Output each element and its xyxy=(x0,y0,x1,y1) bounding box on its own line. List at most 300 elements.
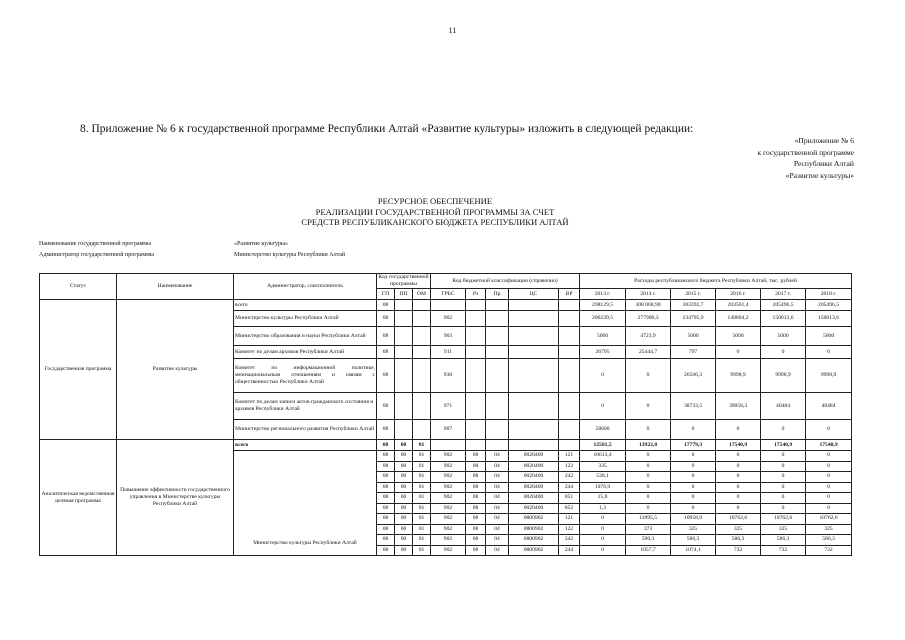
table-cell: 903 xyxy=(431,327,466,346)
table-cell: 586,3 xyxy=(806,535,852,546)
table-cell: 17540,9 xyxy=(761,440,806,451)
header-sub-column: ГРБС xyxy=(431,289,466,300)
table-cell: 732 xyxy=(761,545,806,556)
table-cell xyxy=(486,300,509,311)
table-cell: 0800902 xyxy=(509,545,559,556)
table-cell: 1057,7 xyxy=(626,545,671,556)
table-cell: 205496,5 xyxy=(761,300,806,311)
header-sub-column: ОМ xyxy=(413,289,431,300)
table-cell: 10613,4 xyxy=(580,451,626,462)
table-cell: Министерство культуры Республики Алтай xyxy=(234,311,377,327)
table-cell: 303392,7 xyxy=(671,300,716,311)
table-cell: 797 xyxy=(671,346,716,359)
table-cell: 01 xyxy=(413,524,431,535)
table-cell: 08 xyxy=(466,451,486,462)
annex-line: Республики Алтай xyxy=(793,159,854,168)
table-cell xyxy=(486,440,509,451)
table-cell: 08 xyxy=(377,440,395,451)
table-cell: 0 xyxy=(806,346,852,359)
name-cell: Повышение эффективности государственного управления в Министерстве культуры Республики Алтай xyxy=(117,440,234,556)
table-cell: 0020400 xyxy=(509,503,559,514)
table-cell: 08 xyxy=(377,461,395,472)
table-cell: 08 xyxy=(466,545,486,556)
table-cell: 586,3 xyxy=(671,535,716,546)
table-cell: 58600 xyxy=(580,420,626,440)
table-cell: 00 xyxy=(395,545,413,556)
table-cell: всего xyxy=(234,440,377,451)
table-cell: 851 xyxy=(559,493,580,504)
program-admin-label: Администратор государственной программы xyxy=(39,252,154,258)
table-cell: 0 xyxy=(761,346,806,359)
table-cell xyxy=(559,300,580,311)
table-cell xyxy=(466,359,486,393)
table-cell xyxy=(413,327,431,346)
table-cell: 00 xyxy=(395,482,413,493)
table-total-row xyxy=(40,440,852,451)
table-cell: 732 xyxy=(806,545,852,556)
table-cell: 26795 xyxy=(580,346,626,359)
table-cell: 122 xyxy=(559,524,580,535)
table-cell: 0 xyxy=(761,503,806,514)
table-cell: 08 xyxy=(377,346,395,359)
table-cell: 0 xyxy=(626,472,671,483)
table-cell: 04 xyxy=(486,524,509,535)
header-program-code: Код государственной программы xyxy=(378,274,429,287)
table-cell: 08 xyxy=(377,503,395,514)
table-cell: 0 xyxy=(626,393,671,420)
table-cell xyxy=(466,346,486,359)
table-cell: 08 xyxy=(466,461,486,472)
table-cell xyxy=(395,300,413,311)
table-cell xyxy=(466,393,486,420)
table-cell: 26566,3 xyxy=(671,359,716,393)
table-cell: 9998,9 xyxy=(806,359,852,393)
table-cell: 586,3 xyxy=(761,535,806,546)
table-cell: 08 xyxy=(377,327,395,346)
table-cell: 902 xyxy=(431,472,466,483)
table-cell: 0 xyxy=(671,461,716,472)
table-cell: Комитет по делам записи актов гражданского состояния и архивов Республики Алтай xyxy=(234,393,377,420)
table-cell: 0020400 xyxy=(509,472,559,483)
header-sub-column: ГП xyxy=(377,289,395,300)
table-cell: 242 xyxy=(559,535,580,546)
table-cell: 08 xyxy=(377,300,395,311)
table-cell: 902 xyxy=(431,311,466,327)
header-budget-code: Код бюджетной классификации (справочно) xyxy=(431,274,580,289)
header-sub-column: Рз xyxy=(466,289,486,300)
table-cell: 38733,5 xyxy=(671,393,716,420)
table-cell: 0 xyxy=(806,472,852,483)
table-cell: 0 xyxy=(580,535,626,546)
table-cell: 01 xyxy=(413,440,431,451)
document-title xyxy=(200,196,670,228)
table-cell: 902 xyxy=(431,535,466,546)
table-cell: 25444,7 xyxy=(626,346,671,359)
table-cell: 0 xyxy=(716,346,761,359)
table-cell: 00 xyxy=(395,472,413,483)
table-cell: 08 xyxy=(377,493,395,504)
header-sub-column: ЦС xyxy=(509,289,559,300)
table-cell: 902 xyxy=(431,451,466,462)
table-cell xyxy=(559,359,580,393)
table-cell: 0 xyxy=(761,451,806,462)
table-cell: 04 xyxy=(486,493,509,504)
table-cell: 08 xyxy=(377,451,395,462)
resource-table xyxy=(39,273,852,556)
table-cell: 205496,5 xyxy=(806,300,852,311)
table-cell: 08 xyxy=(466,524,486,535)
table-cell: 0 xyxy=(716,493,761,504)
table-cell: 01 xyxy=(413,461,431,472)
table-cell: 5000 xyxy=(806,327,852,346)
header-sub-column: ВР xyxy=(559,289,580,300)
table-cell: 08 xyxy=(377,514,395,525)
admin-cell: Министерство культуры Республики Алтай xyxy=(234,451,377,556)
table-cell: 852 xyxy=(559,503,580,514)
table-cell: 10958,9 xyxy=(671,514,716,525)
program-name-row xyxy=(39,241,288,247)
table-cell: 01 xyxy=(413,493,431,504)
table-cell: 586,3 xyxy=(716,535,761,546)
table-cell: 9998,9 xyxy=(716,359,761,393)
intro-text: 8. Приложение № 6 к государственной программе Республики Алтай «Развитие культуры» изложить в следующей редакции: xyxy=(80,123,694,135)
table-cell: 4723,9 xyxy=(626,327,671,346)
table-cell: 01 xyxy=(413,482,431,493)
table-cell: 1074,1 xyxy=(671,545,716,556)
table-cell: 0 xyxy=(580,359,626,393)
table-cell: 08 xyxy=(466,493,486,504)
table-row xyxy=(40,300,852,311)
table-cell: 08 xyxy=(377,472,395,483)
table-cell: 244 xyxy=(559,545,580,556)
table-cell: Министерство образования и науки Республики Алтай xyxy=(234,327,377,346)
table-cell: 08 xyxy=(466,503,486,514)
table-cell: 5000 xyxy=(716,327,761,346)
table-cell: 08 xyxy=(377,393,395,420)
table-cell xyxy=(431,440,466,451)
table-cell xyxy=(559,327,580,346)
table-cell xyxy=(509,311,559,327)
header-sub-column: 2015 г. xyxy=(671,289,716,300)
title-line: РЕСУРСНОЕ ОБЕСПЕЧЕНИЕ xyxy=(377,196,493,206)
table-cell: 08 xyxy=(377,524,395,535)
table-cell xyxy=(395,359,413,393)
table-cell: 08 xyxy=(466,472,486,483)
table-cell: 0 xyxy=(716,482,761,493)
table-cell: 0 xyxy=(626,420,671,440)
table-cell: 0 xyxy=(580,514,626,525)
header-expenses: Расходы республиканского бюджета Республики Алтай, тыс. рублей xyxy=(580,274,852,289)
table-cell: 234795,9 xyxy=(671,311,716,327)
table-cell: Комитет по информационной политике, межнациональным отношениям и связям с общественностью Республики Алтай xyxy=(234,359,377,393)
table-cell: 149804,2 xyxy=(716,311,761,327)
table-cell: 40484 xyxy=(761,393,806,420)
table-cell: 0 xyxy=(580,524,626,535)
annex-line: «Развитие культуры» xyxy=(785,170,854,180)
table-cell: 04 xyxy=(486,451,509,462)
table-cell: 203561,4 xyxy=(716,300,761,311)
table-cell: 373 xyxy=(626,524,671,535)
table-cell: 01 xyxy=(413,472,431,483)
table-cell: 00 xyxy=(395,514,413,525)
table-cell: 902 xyxy=(431,514,466,525)
title-line: СРЕДСТВ РЕСПУБЛИКАНСКОГО БЮДЖЕТА РЕСПУБЛИКИ АЛТАЙ xyxy=(301,217,569,227)
table-cell xyxy=(395,393,413,420)
table-cell: 04 xyxy=(486,472,509,483)
table-cell: 0 xyxy=(806,451,852,462)
table-cell: 00 xyxy=(395,535,413,546)
table-cell: 150013,6 xyxy=(806,311,852,327)
table-cell: 0800902 xyxy=(509,514,559,525)
table-cell: 08 xyxy=(466,535,486,546)
table-cell: 01 xyxy=(413,503,431,514)
table-cell xyxy=(509,440,559,451)
table-cell xyxy=(486,359,509,393)
program-admin-row xyxy=(39,252,345,258)
table-cell xyxy=(486,346,509,359)
table-cell xyxy=(509,359,559,393)
table-cell: 00 xyxy=(395,524,413,535)
header-sub-column: Пр xyxy=(486,289,509,300)
table-cell xyxy=(466,300,486,311)
table-cell: 0 xyxy=(716,420,761,440)
table-cell: 0 xyxy=(761,493,806,504)
table-cell: 01 xyxy=(413,545,431,556)
table-cell: Министерство регионального развития Республики Алтай xyxy=(234,420,377,440)
annex-line: «Приложение № 6 xyxy=(794,136,854,145)
table-cell: 17540,9 xyxy=(806,440,852,451)
table-cell: 17540,9 xyxy=(716,440,761,451)
table-cell xyxy=(509,420,559,440)
table-cell: 0800902 xyxy=(509,535,559,546)
table-cell: 206239,5 xyxy=(580,311,626,327)
table-cell: 971 xyxy=(431,393,466,420)
table-cell: 902 xyxy=(431,524,466,535)
table-cell xyxy=(466,420,486,440)
table-cell: 0 xyxy=(671,420,716,440)
table-cell: 01 xyxy=(413,535,431,546)
table-cell: 01 xyxy=(413,451,431,462)
table-cell: 08 xyxy=(377,420,395,440)
header-status: Статус xyxy=(40,274,117,300)
page-number: 11 xyxy=(448,26,457,35)
table-cell: 0 xyxy=(716,451,761,462)
table-cell: 325 xyxy=(806,524,852,535)
table-cell xyxy=(486,420,509,440)
table-cell xyxy=(559,311,580,327)
table-cell: 04 xyxy=(486,482,509,493)
table-cell: 121 xyxy=(559,451,580,462)
table-cell xyxy=(466,327,486,346)
table-cell: 0 xyxy=(626,493,671,504)
table-cell: 0 xyxy=(671,451,716,462)
table-cell: 00 xyxy=(395,493,413,504)
table-cell: 0 xyxy=(671,482,716,493)
table-cell: 0 xyxy=(761,472,806,483)
table-cell xyxy=(466,440,486,451)
table-cell: 277900,3 xyxy=(626,311,671,327)
table-cell: 08 xyxy=(377,359,395,393)
table-cell: 902 xyxy=(431,461,466,472)
table-cell: 10762,6 xyxy=(806,514,852,525)
program-name-value: «Развитие культуры» xyxy=(234,241,289,247)
status-cell: Государственная программа xyxy=(40,300,117,440)
header-sub-column: 2018 г. xyxy=(806,289,852,300)
table-cell: 04 xyxy=(486,545,509,556)
table-cell: 0020400 xyxy=(509,493,559,504)
table-cell xyxy=(509,327,559,346)
table-cell xyxy=(486,393,509,420)
table-cell xyxy=(509,300,559,311)
table-cell: 08 xyxy=(377,482,395,493)
table-cell: 0 xyxy=(806,493,852,504)
table-cell: 0 xyxy=(761,461,806,472)
header-sub-column: ПП xyxy=(395,289,413,300)
table-cell: 08 xyxy=(377,535,395,546)
table-cell: 0 xyxy=(580,545,626,556)
table-cell: 0020400 xyxy=(509,482,559,493)
header-sub-column: 2016 г. xyxy=(716,289,761,300)
table-cell: 08 xyxy=(466,482,486,493)
table-cell: 10762,6 xyxy=(716,514,761,525)
name-cell: Развитие культуры xyxy=(117,300,234,440)
table-cell: 0 xyxy=(716,472,761,483)
table-cell: 902 xyxy=(431,503,466,514)
table-cell: Комитет по делам архивов Республики Алтай xyxy=(234,346,377,359)
table-cell: 732 xyxy=(716,545,761,556)
table-cell: 150013,6 xyxy=(761,311,806,327)
table-cell: 0 xyxy=(806,482,852,493)
table-cell: всего xyxy=(234,300,377,311)
table-cell: 12581,5 xyxy=(580,440,626,451)
header-name: Наименование xyxy=(117,274,234,300)
table-cell: 0 xyxy=(671,503,716,514)
table-cell: 11895,5 xyxy=(626,514,671,525)
table-cell: 40484 xyxy=(806,393,852,420)
table-cell: 5000 xyxy=(671,327,716,346)
table-cell xyxy=(413,393,431,420)
table-cell: 930 xyxy=(431,359,466,393)
table-cell: 902 xyxy=(431,493,466,504)
table-cell xyxy=(413,346,431,359)
header-sub-column: 2013 г. xyxy=(580,289,626,300)
table-cell: 08 xyxy=(377,311,395,327)
table-cell xyxy=(559,440,580,451)
annex-line: к государственной программе xyxy=(757,147,854,157)
table-cell: 0 xyxy=(626,503,671,514)
table-cell: 308 068,90 xyxy=(626,300,671,311)
table-cell: 298129,5 xyxy=(580,300,626,311)
table-cell: 244 xyxy=(559,482,580,493)
table-cell: 0800902 xyxy=(509,524,559,535)
table-cell: 0 xyxy=(626,482,671,493)
table-cell: 17779,3 xyxy=(671,440,716,451)
table-cell xyxy=(559,393,580,420)
table-cell: 911 xyxy=(431,346,466,359)
table-cell: 590,3 xyxy=(626,535,671,546)
table-cell: 0 xyxy=(626,461,671,472)
table-cell: 325 xyxy=(716,524,761,535)
program-admin-value: Министерство культуры Республики Алтай xyxy=(234,252,346,258)
table-cell: 04 xyxy=(486,461,509,472)
table-cell xyxy=(431,300,466,311)
table-cell: 0 xyxy=(716,461,761,472)
table-cell: 5000 xyxy=(580,327,626,346)
table-cell: 1,3 xyxy=(580,503,626,514)
table-cell: 39058,3 xyxy=(716,393,761,420)
table-cell: 0 xyxy=(806,461,852,472)
table-cell: 00 xyxy=(395,440,413,451)
table-cell: 242 xyxy=(559,472,580,483)
table-cell: 00 xyxy=(395,503,413,514)
table-cell: 00 xyxy=(395,461,413,472)
program-name-label: Наименование государственной программы xyxy=(39,241,152,247)
table-cell xyxy=(559,420,580,440)
table-cell: 907 xyxy=(431,420,466,440)
table-cell: 121 xyxy=(559,514,580,525)
table-cell xyxy=(559,346,580,359)
table-cell xyxy=(413,300,431,311)
table-cell: 0 xyxy=(806,420,852,440)
table-cell: 9998,9 xyxy=(761,359,806,393)
table-cell: 04 xyxy=(486,535,509,546)
table-cell: 0 xyxy=(626,359,671,393)
table-cell: 0 xyxy=(671,472,716,483)
table-cell: 0 xyxy=(580,393,626,420)
table-cell xyxy=(395,420,413,440)
table-cell xyxy=(413,359,431,393)
table-cell: 01 xyxy=(413,514,431,525)
table-cell: 5000 xyxy=(761,327,806,346)
table-cell: 1076,9 xyxy=(580,482,626,493)
table-cell: 122 xyxy=(559,461,580,472)
table-cell: 04 xyxy=(486,514,509,525)
header-sub-column: 2014 г. xyxy=(626,289,671,300)
table-cell: 0 xyxy=(716,503,761,514)
table-cell: 0 xyxy=(806,503,852,514)
table-cell xyxy=(509,393,559,420)
title-line: РЕАЛИЗАЦИИ ГОСУДАРСТВЕННОЙ ПРОГРАММЫ ЗА СЧЕТ xyxy=(315,206,555,217)
table-cell xyxy=(413,311,431,327)
table-cell: 15,8 xyxy=(580,493,626,504)
header-admin: Администратор, соисполнитель xyxy=(234,274,377,300)
table-cell: 902 xyxy=(431,482,466,493)
table-cell xyxy=(509,346,559,359)
table-cell: 08 xyxy=(377,545,395,556)
table-cell xyxy=(395,327,413,346)
annex-reference xyxy=(757,135,854,181)
table-cell: 0 xyxy=(761,420,806,440)
table-cell: 325 xyxy=(761,524,806,535)
table-cell: 538,1 xyxy=(580,472,626,483)
table-cell: 04 xyxy=(486,503,509,514)
header-sub-column: 2017 г. xyxy=(761,289,806,300)
table-cell: 0 xyxy=(761,482,806,493)
table-cell: 0 xyxy=(671,493,716,504)
table-cell xyxy=(466,311,486,327)
table-cell xyxy=(395,311,413,327)
table-cell: 325 xyxy=(671,524,716,535)
table-cell xyxy=(486,311,509,327)
table-cell: 13922,8 xyxy=(626,440,671,451)
table-cell: 10762,6 xyxy=(761,514,806,525)
status-cell: Аналитическая ведомственная целевая программа xyxy=(40,440,117,556)
table-cell xyxy=(486,327,509,346)
table-cell: 08 xyxy=(466,514,486,525)
table-cell: 902 xyxy=(431,545,466,556)
table-cell: 00 xyxy=(395,451,413,462)
table-cell: 0020400 xyxy=(509,451,559,462)
